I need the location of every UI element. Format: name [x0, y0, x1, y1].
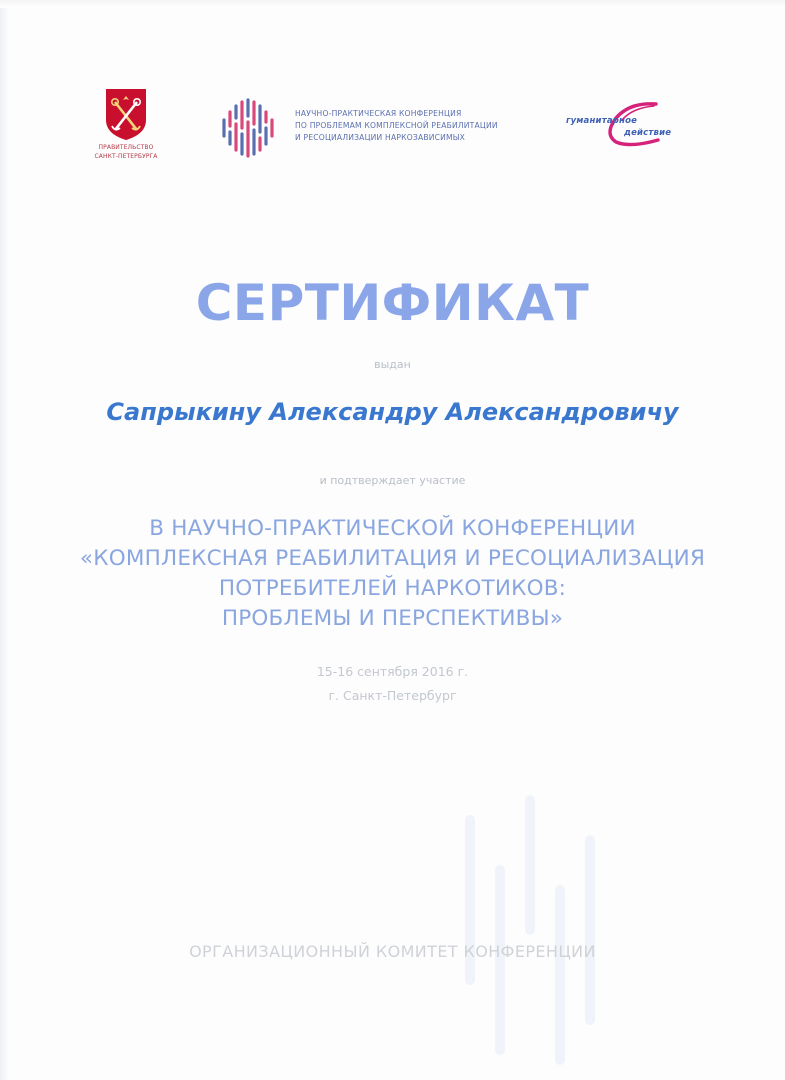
conference-title	[0, 514, 785, 634]
conference-title-line3: ПОТРЕБИТЕЛЕЙ НАРКОТИКОВ:	[218, 576, 567, 601]
spb-caption-line1: ПРАВИТЕЛЬСТВО	[98, 144, 154, 151]
confirms-participation: и подтверждает участие	[319, 474, 466, 487]
conference-title-line1: В НАУЧНО-ПРАКТИЧЕСКОЙ КОНФЕРЕНЦИИ	[149, 516, 636, 541]
conference-logo-line1: НАУЧНО-ПРАКТИЧЕСКАЯ КОНФЕРЕНЦИЯ	[295, 109, 462, 118]
faded-watermark-icon	[450, 780, 630, 1070]
humanitarian-action-logo	[560, 100, 700, 148]
scan-edge-top	[0, 0, 785, 8]
spb-coat-of-arms-icon	[103, 86, 149, 142]
conference-title-line4: ПРОБЛЕМЫ И ПЕРСПЕКТИВЫ»	[221, 606, 564, 631]
conference-logo-line3: И РЕСОЦИАЛИЗАЦИИ НАРКОЗАВИСИМЫХ	[295, 133, 466, 142]
conference-logo-text	[295, 108, 555, 144]
conference-dates: 15-16 сентября 2016 г.	[316, 664, 469, 679]
spb-caption-line2: САНКТ-ПЕТЕРБУРГА	[94, 153, 158, 160]
organizing-committee: ОРГАНИЗАЦИОННЫЙ КОМИТЕТ КОНФЕРЕНЦИИ	[189, 942, 596, 961]
conference-logo	[220, 98, 540, 158]
conference-bars-icon	[220, 98, 282, 158]
conference-city: г. Санкт-Петербург	[328, 688, 457, 703]
spb-government-logo	[86, 86, 166, 160]
certificate-title: СЕРТИФИКАТ	[195, 274, 590, 332]
issued-label: выдан	[374, 358, 411, 371]
humanitarian-word1: гуманитарное	[566, 116, 638, 126]
humanitarian-word2: действие	[624, 128, 672, 138]
conference-logo-line2: ПО ПРОБЛЕМАМ КОМПЛЕКСНОЙ РЕАБИЛИТАЦИИ	[295, 121, 498, 130]
conference-title-line2: «КОМПЛЕКСНАЯ РЕАБИЛИТАЦИЯ И РЕСОЦИАЛИЗАЦИЯ	[79, 546, 706, 571]
recipient-name: Сапрыкину Александру Александровичу	[106, 398, 679, 426]
